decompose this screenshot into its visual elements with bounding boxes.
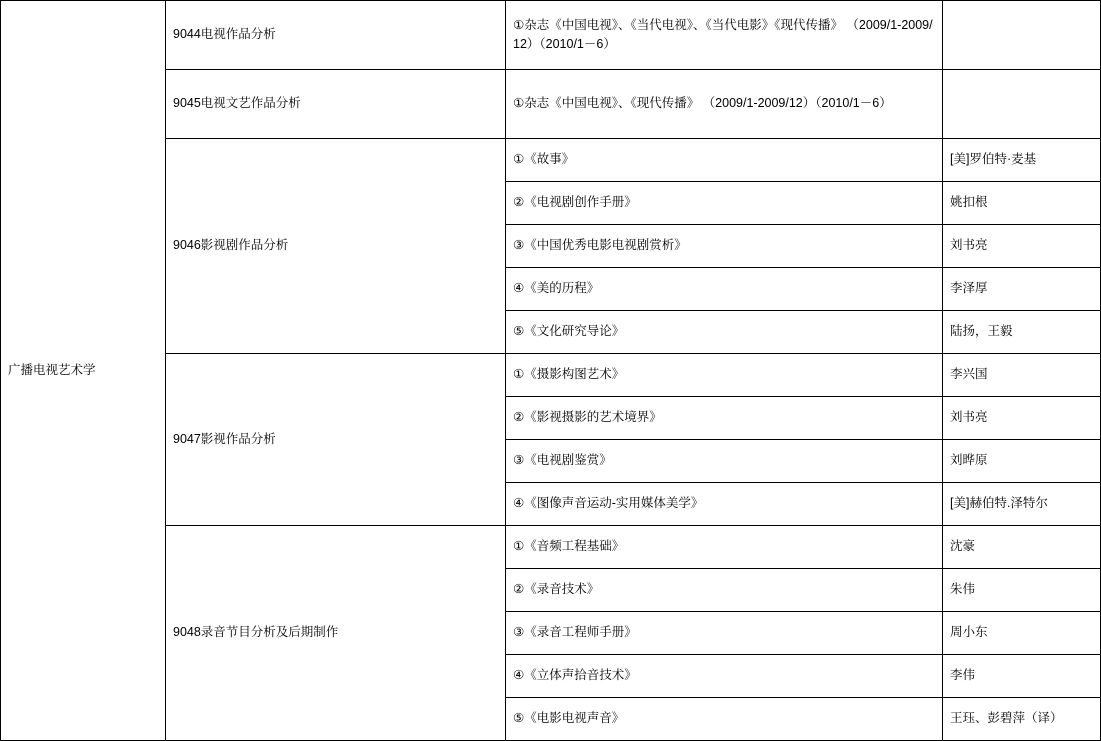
subject-cell: 广播电视艺术学 <box>1 1 166 741</box>
book-cell: ④《立体声拾音技术》 <box>506 655 943 698</box>
book-cell: ①《摄影构图艺术》 <box>506 354 943 397</box>
course-cell: 9044电视作品分析 <box>166 1 506 70</box>
author-cell: 王珏、彭碧萍（译） <box>943 698 1101 741</box>
table-row <box>1 139 1101 182</box>
author-cell: 周小东 <box>943 612 1101 655</box>
author-cell: 陆扬，王毅 <box>943 311 1101 354</box>
book-cell: ④《图像声音运动-实用媒体美学》 <box>506 483 943 526</box>
book-cell: ③《中国优秀电影电视剧赏析》 <box>506 225 943 268</box>
author-cell: 刘书亮 <box>943 225 1101 268</box>
author-cell: 李兴国 <box>943 354 1101 397</box>
table-row <box>1 354 1101 397</box>
author-cell <box>943 1 1101 70</box>
author-cell: 朱伟 <box>943 569 1101 612</box>
book-cell: ③《录音工程师手册》 <box>506 612 943 655</box>
table-row <box>1 526 1101 569</box>
author-cell: 李泽厚 <box>943 268 1101 311</box>
author-cell: [美]罗伯特·麦基 <box>943 139 1101 182</box>
course-cell: 9045电视文艺作品分析 <box>166 70 506 139</box>
book-cell: ④《美的历程》 <box>506 268 943 311</box>
author-cell: 刘晔原 <box>943 440 1101 483</box>
book-cell: ①《音频工程基础》 <box>506 526 943 569</box>
author-cell: 沈豪 <box>943 526 1101 569</box>
table-row <box>1 1 1101 70</box>
book-cell: ③《电视剧鉴赏》 <box>506 440 943 483</box>
course-cell: 9047影视作品分析 <box>166 354 506 526</box>
author-cell: 李伟 <box>943 655 1101 698</box>
book-cell: ②《电视剧创作手册》 <box>506 182 943 225</box>
author-cell <box>943 70 1101 139</box>
book-cell: ①杂志《中国电视》、《现代传播》 （2009/1-2009/12）（2010/1－6） <box>506 70 943 139</box>
book-cell: ⑤《文化研究导论》 <box>506 311 943 354</box>
table-body <box>1 1 1101 741</box>
book-cell: ②《影视摄影的艺术境界》 <box>506 397 943 440</box>
author-cell: [美]赫伯特.泽特尔 <box>943 483 1101 526</box>
book-cell: ①《故事》 <box>506 139 943 182</box>
book-cell: ①杂志《中国电视》、《当代电视》、《当代电影》《现代传播》 （2009/1-2009/12）（2010/1－6） <box>506 1 943 70</box>
course-cell: 9048录音节目分析及后期制作 <box>166 526 506 741</box>
book-cell: ⑤《电影电视声音》 <box>506 698 943 741</box>
table-row <box>1 70 1101 139</box>
course-cell: 9046影视剧作品分析 <box>166 139 506 354</box>
author-cell: 刘书亮 <box>943 397 1101 440</box>
author-cell: 姚扣根 <box>943 182 1101 225</box>
book-cell: ②《录音技术》 <box>506 569 943 612</box>
